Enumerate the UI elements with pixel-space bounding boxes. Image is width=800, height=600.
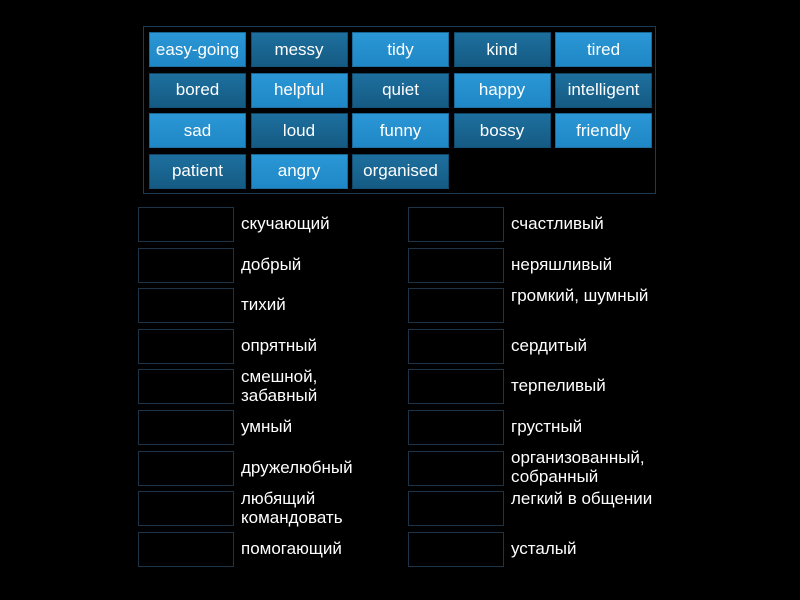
drop-slot-left-5[interactable] bbox=[138, 369, 234, 404]
word-tile-friendly[interactable]: friendly bbox=[555, 113, 652, 148]
word-tile-intelligent[interactable]: intelligent bbox=[555, 73, 652, 108]
drop-slot-right-2[interactable] bbox=[408, 248, 504, 283]
target-label: неряшливый bbox=[511, 254, 613, 274]
word-tile-quiet[interactable]: quiet bbox=[352, 73, 449, 108]
target-label: дружелюбный bbox=[241, 457, 353, 477]
word-tile-bored[interactable]: bored bbox=[149, 73, 246, 108]
drop-slot-left-3[interactable] bbox=[138, 288, 234, 323]
target-label: добрый bbox=[241, 254, 302, 274]
drop-slot-left-9[interactable] bbox=[138, 532, 234, 567]
word-tile-organised[interactable]: organised bbox=[352, 154, 449, 189]
drop-slot-right-4[interactable] bbox=[408, 329, 504, 364]
target-label: смешной, забавный bbox=[241, 366, 318, 405]
drop-slot-left-7[interactable] bbox=[138, 451, 234, 486]
drop-slot-left-6[interactable] bbox=[138, 410, 234, 445]
target-label: усталый bbox=[511, 538, 577, 558]
target-label: счастливый bbox=[511, 214, 604, 233]
word-tile-helpful[interactable]: helpful bbox=[251, 73, 348, 108]
drop-slot-right-9[interactable] bbox=[408, 532, 504, 567]
drop-slot-right-3[interactable] bbox=[408, 288, 504, 323]
drop-slot-left-1[interactable] bbox=[138, 207, 234, 242]
word-tile-easy-going[interactable]: easy-going bbox=[149, 32, 246, 67]
target-label: грустный bbox=[511, 417, 583, 436]
word-tile-messy[interactable]: messy bbox=[251, 32, 348, 67]
drop-slot-right-6[interactable] bbox=[408, 410, 504, 445]
word-tile-loud[interactable]: loud bbox=[251, 113, 348, 148]
drop-slot-right-5[interactable] bbox=[408, 369, 504, 404]
word-tile-happy[interactable]: happy bbox=[454, 73, 551, 108]
target-label: громкий, шумный bbox=[511, 285, 649, 305]
word-tile-bossy[interactable]: bossy bbox=[454, 113, 551, 148]
target-label: организованный, собранный bbox=[511, 448, 645, 487]
target-label: помогающий bbox=[241, 538, 342, 558]
drop-slot-left-8[interactable] bbox=[138, 491, 234, 526]
target-label: умный bbox=[241, 417, 293, 436]
drop-slot-left-4[interactable] bbox=[138, 329, 234, 364]
target-label: тихий bbox=[241, 295, 286, 315]
drop-slot-right-8[interactable] bbox=[408, 491, 504, 526]
word-tile-angry[interactable]: angry bbox=[251, 154, 348, 189]
target-label: опрятный bbox=[241, 335, 318, 355]
target-label: скучающий bbox=[241, 214, 330, 233]
drop-slot-right-1[interactable] bbox=[408, 207, 504, 242]
word-tile-funny[interactable]: funny bbox=[352, 113, 449, 148]
word-tile-patient[interactable]: patient bbox=[149, 154, 246, 189]
target-label: любящий командовать bbox=[241, 488, 343, 527]
word-tile-tired[interactable]: tired bbox=[555, 32, 652, 67]
word-tile-sad[interactable]: sad bbox=[149, 113, 246, 148]
word-tile-kind[interactable]: kind bbox=[454, 32, 551, 67]
drop-slot-left-2[interactable] bbox=[138, 248, 234, 283]
word-bank bbox=[143, 26, 656, 194]
target-label: легкий в общении bbox=[511, 488, 653, 508]
target-label: терпеливый bbox=[511, 376, 606, 396]
target-label: сердитый bbox=[511, 335, 587, 355]
drop-slot-right-7[interactable] bbox=[408, 451, 504, 486]
word-tile-tidy[interactable]: tidy bbox=[352, 32, 449, 67]
